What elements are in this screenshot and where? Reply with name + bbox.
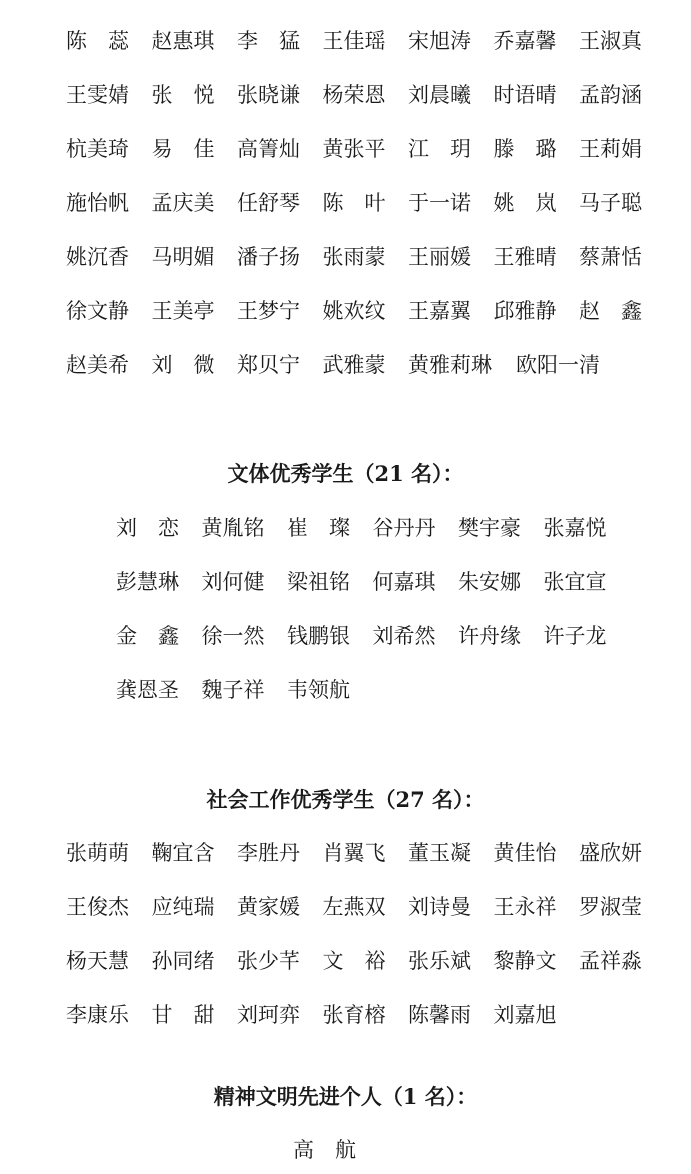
student-name: 刘 微 [151,353,215,377]
student-name: 张雨蒙 [322,245,386,269]
student-name: 徐一然 [201,624,265,648]
student-name: 江 玥 [408,137,471,161]
student-name: 黄佳怡 [493,841,557,865]
student-name: 赵美希 [66,353,129,377]
student-name: 钱鹏银 [287,624,350,648]
student-name: 邱雅静 [493,299,557,323]
section-heading-arts-sports: 文体优秀学生（21 名）： [227,461,464,486]
name-row [66,297,665,325]
student-name: 龚恩圣 [116,678,179,702]
student-name: 刘嘉旭 [493,1003,557,1027]
name-row [66,27,665,55]
student-name: 蔡萧恬 [579,245,642,269]
student-name: 李 猛 [237,29,300,53]
student-name: 张 悦 [151,83,215,107]
student-name: 孟庆美 [151,191,215,215]
student-name: 刘何健 [201,570,265,594]
student-name: 鞠宜含 [151,841,215,865]
student-name: 姚 岚 [493,191,557,215]
name-row [66,947,665,975]
student-name: 黎静文 [493,949,557,973]
student-name: 乔嘉馨 [493,29,557,53]
student-name: 李康乐 [66,1003,129,1027]
student-name: 高箐灿 [237,137,300,161]
student-name: 谷丹丹 [372,516,436,540]
student-name: 马明媚 [151,245,215,269]
student-name: 黄胤铭 [201,516,265,540]
student-name: 魏子祥 [201,678,265,702]
student-name: 郑贝宁 [237,353,300,377]
student-name: 宋旭涛 [408,29,471,53]
student-name: 文 裕 [322,949,386,973]
student-name: 杭美琦 [66,137,129,161]
student-name: 刘珂弈 [237,1003,300,1027]
student-name: 金 鑫 [116,624,179,648]
student-name: 王美亭 [151,299,215,323]
name-row [66,839,665,867]
student-name: 易 佳 [151,137,215,161]
student-name: 王永祥 [493,895,557,919]
student-name: 潘子扬 [237,245,300,269]
student-name: 张嘉悦 [543,516,607,540]
student-name: 王嘉翼 [408,299,471,323]
name-row [66,243,665,271]
student-name: 彭慧琳 [116,570,179,594]
student-name: 武雅蒙 [322,353,386,377]
student-name: 陈 叶 [322,191,386,215]
name-row [293,1136,379,1164]
student-name: 王雯婧 [66,83,129,107]
name-row [66,1001,579,1029]
student-name: 张育榕 [322,1003,386,1027]
student-name: 甘 甜 [151,1003,215,1027]
student-name: 左燕双 [322,895,386,919]
student-name: 刘 恋 [116,516,179,540]
student-name: 刘晨曦 [408,83,471,107]
student-name: 任舒琴 [237,191,300,215]
student-name: 王淑真 [579,29,642,53]
student-name: 赵 鑫 [579,299,642,323]
student-name: 黄张平 [322,137,386,161]
student-name: 张萌萌 [66,841,129,865]
student-name: 张宜宣 [543,570,607,594]
section-heading-civility: 精神文明先进个人（1 名）： [213,1084,478,1109]
student-name: 陈 蕊 [66,29,129,53]
student-name: 马子聪 [579,191,642,215]
student-name: 张晓谦 [237,83,300,107]
student-name: 杨荣恩 [322,83,386,107]
student-name: 梁祖铭 [287,570,350,594]
student-name: 肖翼飞 [322,841,386,865]
student-name: 杨天慧 [66,949,129,973]
student-name: 罗淑莹 [579,895,642,919]
student-name: 时语晴 [493,83,557,107]
name-row [66,189,665,217]
student-name: 于一诺 [408,191,471,215]
student-name: 刘希然 [372,624,436,648]
student-name: 施怡帆 [66,191,129,215]
student-name: 陈馨雨 [408,1003,471,1027]
student-name: 张乐斌 [408,949,471,973]
name-row [66,351,636,379]
name-row [116,514,629,542]
student-name: 王雅晴 [493,245,557,269]
name-row [66,81,665,109]
student-name: 朱安娜 [458,570,521,594]
student-name: 姚欢纹 [322,299,386,323]
student-name: 王俊杰 [66,895,129,919]
student-name: 张少芊 [237,949,300,973]
student-name: 孟韵涵 [579,83,642,107]
student-name: 孙同绪 [151,949,215,973]
student-name: 董玉凝 [408,841,471,865]
student-name: 黄家媛 [237,895,300,919]
student-name: 许舟缘 [458,624,521,648]
name-row [116,676,373,704]
student-name: 高 航 [293,1138,356,1162]
student-name: 黄雅莉琳 [408,353,492,377]
student-name: 何嘉琪 [372,570,436,594]
student-name: 应纯瑞 [151,895,215,919]
student-name: 孟祥淼 [579,949,642,973]
student-name: 姚沉香 [66,245,129,269]
student-name: 崔 璨 [287,516,350,540]
student-name: 刘诗曼 [408,895,471,919]
student-name: 王佳瑶 [322,29,386,53]
student-name: 王莉娟 [579,137,642,161]
student-name: 樊宇豪 [458,516,521,540]
name-row [66,135,665,163]
name-row [66,893,665,921]
student-name: 王丽媛 [408,245,471,269]
student-name: 韦领航 [287,678,350,702]
student-name: 盛欣妍 [579,841,642,865]
student-name: 滕 璐 [493,137,557,161]
student-name: 王梦宁 [237,299,300,323]
student-name: 李胜丹 [237,841,300,865]
student-name: 赵惠琪 [151,29,215,53]
name-row [116,568,629,596]
student-name: 欧阳一清 [516,353,600,377]
student-name: 徐文静 [66,299,129,323]
student-name: 许子龙 [543,624,607,648]
name-row [116,622,629,650]
section-heading-social-work: 社会工作优秀学生（27 名）： [206,787,485,812]
